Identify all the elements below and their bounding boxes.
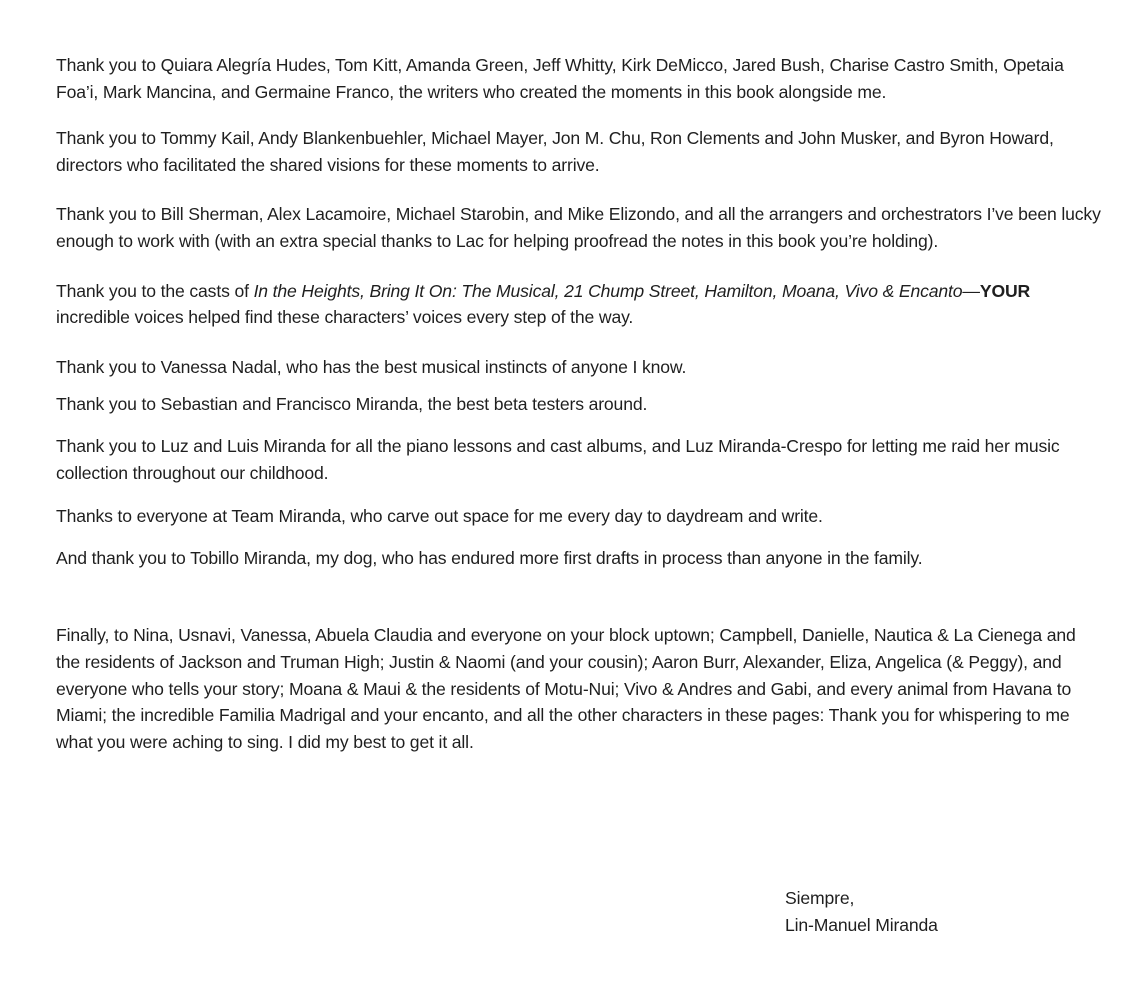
acknowledgments-page (56, 52, 1101, 755)
sons-paragraph: Thank you to Sebastian and Francisco Miranda, the best beta testers around. (56, 394, 648, 415)
casts-prefix: Thank you to the casts of (56, 280, 254, 301)
arrangers-paragraph: Thank you to Bill Sherman, Alex Lacamoire, Michael Starobin, and Mike Elizondo, and all the arrangers and orchestrators I’ve been lucky enough to work with (with an extra special thanks to Lac for helping proofread the notes in this book you’re holding). (56, 204, 1101, 251)
casts-dash: — (962, 280, 980, 301)
team-paragraph: Thanks to everyone at Team Miranda, who carve out space for me every day to daydream and write. (56, 506, 823, 527)
directors-paragraph: Thank you to Tommy Kail, Andy Blankenbuehler, Michael Mayer, Jon M. Chu, Ron Clements and John Musker, and Byron Howard, directors who facilitated the shared visions for these moments to arrive. (56, 128, 1054, 175)
casts-paragraph (56, 278, 1101, 331)
author-name: Lin-Manuel Miranda (785, 915, 938, 935)
characters-paragraph: Finally, to Nina, Usnavi, Vanessa, Abuela Claudia and everyone on your block uptown; Campbell, Danielle, Nautica & La Cienega and the residents of Jackson and Truman High; Justin & Naomi (and your cousin); Aaron Burr, Alexander, Eliza, Angelica (& Peggy), and everyone who tells your story; Moana & Maui & the residents of Motu-Nui; Vivo & Andres and Gabi, and every animal from Havana to Miami; the incredible Familia Madrigal and your encanto, and all the other characters in these pages: Thank you for whispering to me what you were aching to sing. I did my best to get it all. (56, 625, 1076, 752)
show-titles: In the Heights, Bring It On: The Musical, 21 Chump Street, Hamilton, Moana, Vivo & Encanto (253, 280, 963, 301)
casts-emphasis: YOUR (979, 280, 1031, 301)
dog-paragraph: And thank you to Tobillo Miranda, my dog, who has endured more first drafts in process than anyone in the family. (56, 547, 923, 568)
vanessa-paragraph: Thank you to Vanessa Nadal, who has the best musical instincts of anyone I know. (56, 356, 687, 377)
casts-suffix: incredible voices helped find these characters’ voices every step of the way. (56, 307, 634, 328)
parents-paragraph: Thank you to Luz and Luis Miranda for all the piano lessons and cast albums, and Luz Miranda-Crespo for letting me raid her music collection throughout our childhood. (56, 435, 1060, 483)
closing-line: Siempre, (785, 888, 855, 908)
writers-paragraph: Thank you to Quiara Alegría Hudes, Tom Kitt, Amanda Green, Jeff Whitty, Kirk DeMicco, Jared Bush, Charise Castro Smith, Opetaia Foa’i, Mark Mancina, and Germaine Franco, the writers who created the moments in this book alongside me. (56, 55, 1064, 102)
signoff (785, 885, 938, 939)
